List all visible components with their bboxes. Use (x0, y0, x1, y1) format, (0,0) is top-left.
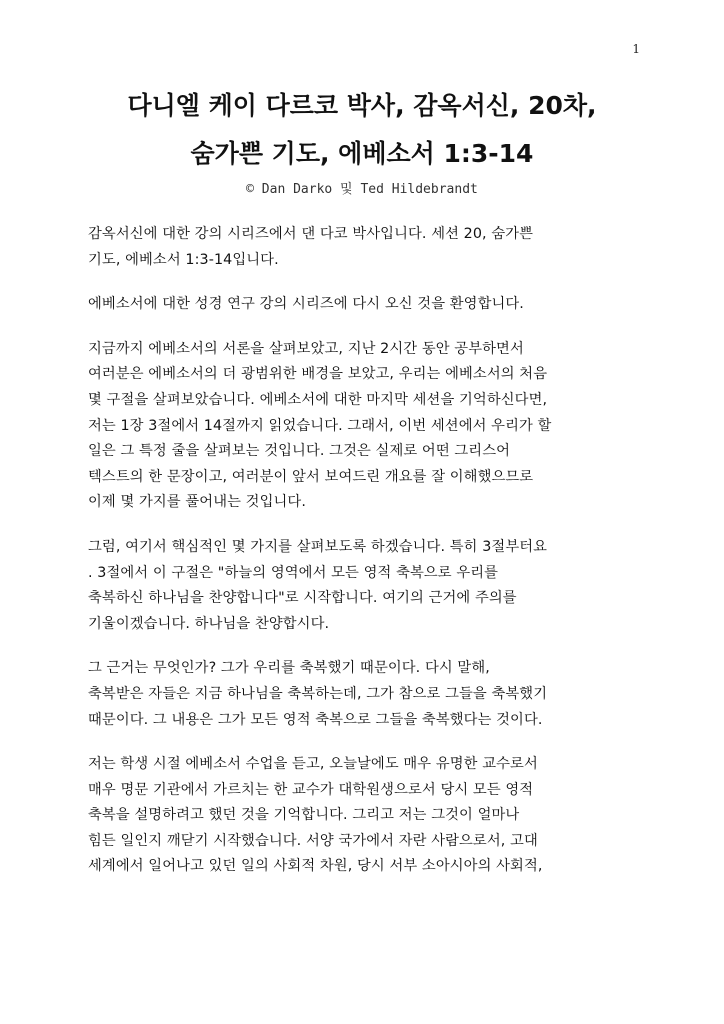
text-line: 그 근거는 무엇인가? 그가 우리를 축복했기 때문이다. 다시 말해, (88, 660, 490, 677)
text-line: 에베소서에 대한 성경 연구 강의 시리즈에 다시 오신 것을 환영합니다. (88, 296, 524, 313)
text-line: 기도, 에베소서 1:3-14입니다. (88, 251, 279, 268)
paragraph-6 (88, 752, 648, 880)
copyright-line: © Dan Darko 및 Ted Hildebrandt (246, 182, 478, 197)
text-line: 세계에서 일어나고 있던 일의 사회적 차원, 당시 서부 소아시아의 사회적, (88, 858, 543, 875)
text-line: 축복받은 자들은 지금 하나님을 축복하는데, 그가 참으로 그들을 축복했기 (88, 685, 548, 702)
paragraph-2 (88, 292, 648, 318)
text-line: 감옥서신에 대한 강의 시리즈에서 댄 다코 박사입니다. 세션 20, 숨가쁜 (88, 226, 534, 242)
document-title (60, 82, 664, 178)
paragraph-5 (88, 656, 648, 733)
page-number: 1 (632, 42, 640, 56)
title-line-1: 다니엘 케이 다르코 박사, 감옥서신, 20차, (127, 91, 597, 120)
text-line: 이제 몇 가지를 풀어내는 것입니다. (88, 494, 306, 511)
text-line: 힘든 일인지 깨닫기 시작했습니다. 서양 국가에서 자란 사람으로서, 고대 (88, 832, 538, 849)
text-line: 몇 구절을 살펴보았습니다. 에베소서에 대한 마지막 세션을 기억하신다면, (88, 391, 548, 408)
paragraph-3 (88, 337, 648, 516)
text-line: 일은 그 특정 줄을 살펴보는 것입니다. 그것은 실제로 어떤 그리스어 (88, 443, 511, 460)
text-line: 텍스트의 한 문장이고, 여러분이 앞서 보여드린 개요를 잘 이해했으므로 (88, 468, 534, 485)
text-line: 여러분은 에베소서의 더 광범위한 배경을 보았고, 우리는 에베소서의 처음 (88, 366, 548, 383)
text-line: 축복하신 하나님을 찬양합니다"로 시작합니다. 여기의 근거에 주의를 (88, 590, 517, 607)
text-line: 저는 1장 3절에서 14절까지 읽었습니다. 그래서, 이번 세션에서 우리가 할 (88, 417, 552, 434)
text-line: 그럼, 여기서 핵심적인 몇 가지를 살펴보도록 하겠습니다. 특히 3절부터요 (88, 538, 548, 555)
text-line: 기울이겠습니다. 하나님을 찬양합시다. (88, 615, 330, 632)
paragraph-4 (88, 535, 648, 637)
paragraph-1 (88, 222, 648, 273)
body-text (88, 222, 648, 899)
text-line: 매우 명문 기관에서 가르치는 한 교수가 대학원생으로서 당시 모든 영적 (88, 781, 534, 798)
text-line: . 3절에서 이 구절은 "하늘의 영역에서 모든 영적 축복으로 우리를 (88, 564, 499, 581)
title-line-2: 숨가쁜 기도, 에베소서 1:3-14 (190, 139, 534, 168)
text-line: 축복을 설명하려고 했던 것을 기억합니다. 그리고 저는 그것이 얼마나 (88, 807, 520, 824)
text-line: 지금까지 에베소서의 서론을 살펴보았고, 지난 2시간 동안 공부하면서 (88, 340, 524, 357)
text-line: 때문이다. 그 내용은 그가 모든 영적 축복으로 그들을 축복했다는 것이다. (88, 711, 543, 728)
text-line: 저는 학생 시절 에베소서 수업을 듣고, 오늘날에도 매우 유명한 교수로서 (88, 756, 538, 773)
